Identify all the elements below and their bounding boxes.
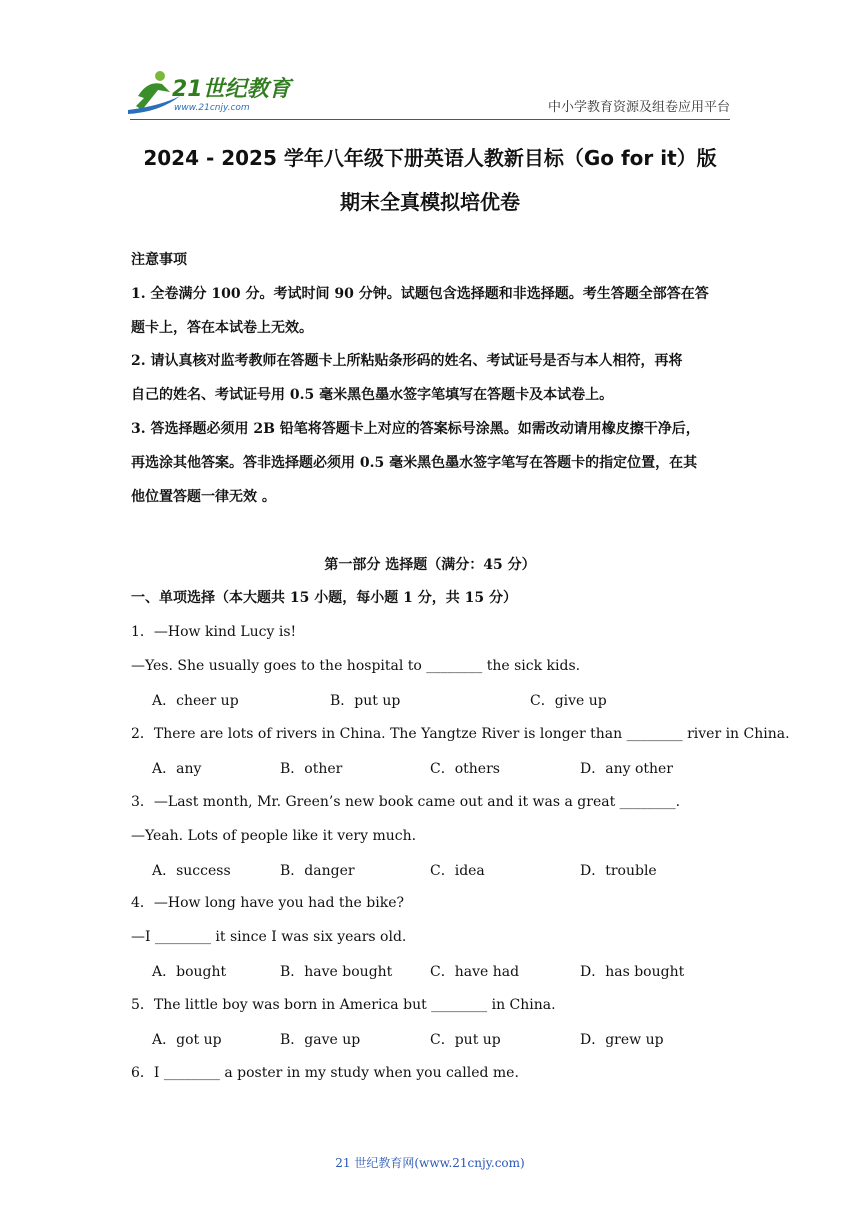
header-tagline: 中小学教育资源及组卷应用平台 — [547, 100, 730, 115]
option: B．other — [280, 761, 343, 777]
option: B．gave up — [280, 1032, 361, 1048]
option: A．cheer up — [152, 693, 239, 709]
question-line: 3．—Last month, Mr. Green’s new book came out and it was a great ________. — [131, 794, 681, 810]
option: A．any — [152, 761, 202, 777]
question-line: 1．—How kind Lucy is! — [131, 624, 297, 640]
question-line: 5．The little boy was born in America but ________ in China. — [131, 997, 556, 1013]
part-heading: 第一部分 选择题（满分：45 分） — [324, 557, 536, 573]
question-line: —I ________ it since I was six years old. — [131, 929, 407, 945]
notice-line: 1. 全卷满分 100 分。考试时间 90 分钟。试题包含选择题和非选择题。考生答题全部答在答 — [131, 286, 709, 302]
svg-text:21世纪教育: 21世纪教育 — [172, 77, 291, 102]
notice-line: 再选涂其他答案。答非选择题必须用 0.5 毫米黑色墨水签字笔写在答题卡的指定位置，在其 — [131, 455, 698, 471]
page-subtitle: 期末全真模拟培优卷 — [340, 190, 520, 214]
option: B．put up — [330, 693, 401, 709]
question-line: 4．—How long have you had the bike? — [131, 895, 404, 911]
option: A．got up — [152, 1032, 222, 1048]
option: C．give up — [530, 693, 607, 709]
notice-heading: 注意事项 — [131, 252, 187, 268]
section-heading: 一、单项选择（本大题共 15 小题，每小题 1 分，共 15 分） — [131, 590, 517, 606]
notice-line: 3. 答选择题必须用 2B 铅笔将答题卡上对应的答案标号涂黑。如需改动请用橡皮擦干净后， — [131, 421, 700, 437]
notice-line: 题卡上，答在本试卷上无效。 — [131, 320, 313, 336]
option: C．idea — [430, 863, 485, 879]
svg-text:www.21cnjy.com: www.21cnjy.com — [174, 103, 250, 113]
footer-link[interactable]: 21 世纪教育网(www.21cnjy.com) — [335, 1156, 525, 1170]
question-line: 2．There are lots of rivers in China. The Yangtze River is longer than ________ river in China. — [131, 726, 790, 742]
question-line: —Yeah. Lots of people like it very much. — [131, 828, 417, 844]
option: D．has bought — [580, 964, 685, 980]
notice-line: 自己的姓名、考试证号用 0.5 毫米黑色墨水签字笔填写在答题卡及本试卷上。 — [131, 387, 614, 403]
option: C．put up — [430, 1032, 501, 1048]
option: D．any other — [580, 761, 673, 777]
question-line: —Yes. She usually goes to the hospital to ________ the sick kids. — [131, 658, 581, 674]
logo — [120, 66, 300, 118]
option: B．have bought — [280, 964, 393, 980]
option: C．have had — [430, 964, 520, 980]
option: A．bought — [152, 964, 227, 980]
option: B．danger — [280, 863, 355, 879]
option: D．trouble — [580, 863, 657, 879]
notice-line: 他位置答题一律无效 。 — [131, 489, 276, 505]
option: A．success — [152, 863, 231, 879]
page-title: 2024 - 2025 学年八年级下册英语人教新目标（Go for it）版 — [143, 146, 717, 170]
option: C．others — [430, 761, 500, 777]
question-line: 6．I ________ a poster in my study when you called me. — [131, 1065, 519, 1081]
header-divider — [130, 119, 730, 120]
option: D．grew up — [580, 1032, 664, 1048]
notice-line: 2. 请认真核对监考教师在答题卡上所粘贴条形码的姓名、考试证号是否与本人相符，再将 — [131, 353, 683, 369]
